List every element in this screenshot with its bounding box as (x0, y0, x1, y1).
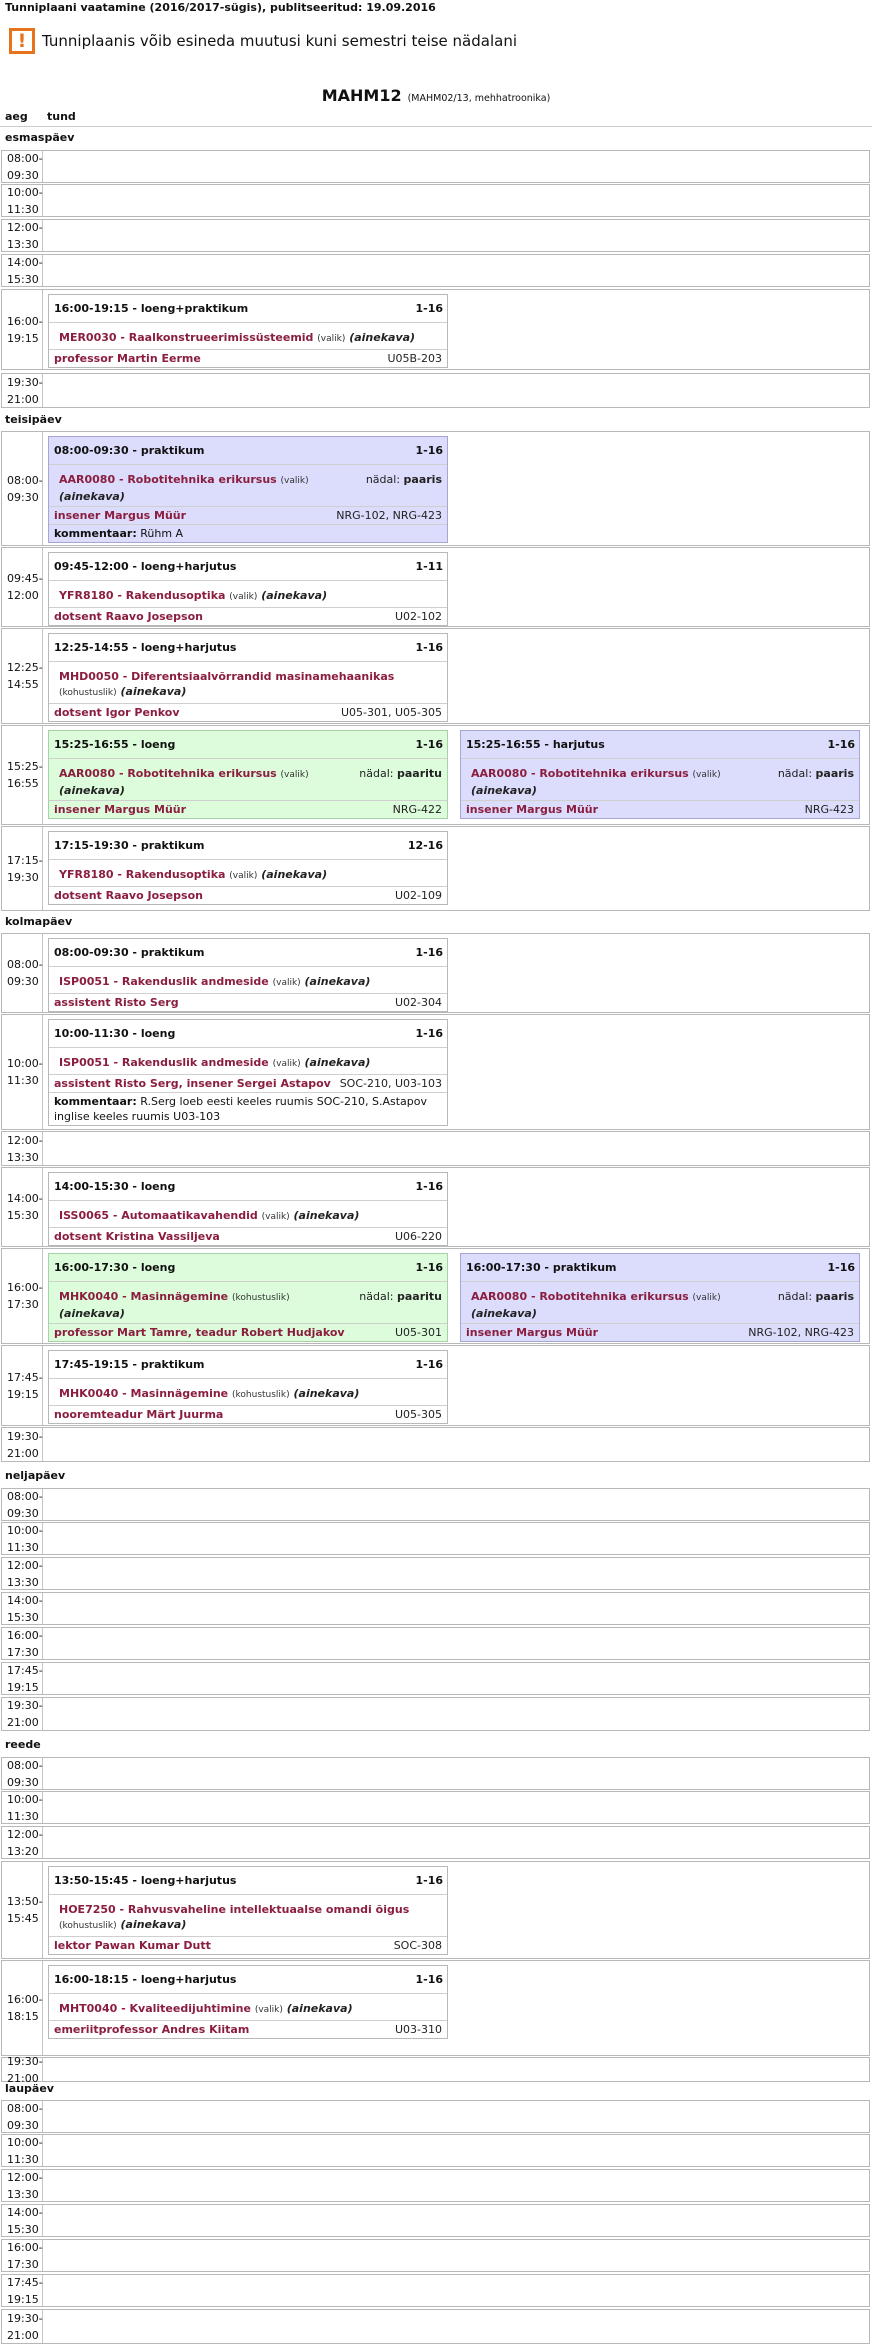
class-weeks: 1-16 (415, 1973, 443, 1986)
time-slot (1, 1557, 870, 1590)
course-link[interactable]: MER0030 - Raalkonstrueerimissüsteemid (59, 331, 314, 344)
room-number: U05-305 (394, 1408, 442, 1421)
slot-time: 14:00- 15:30 (2, 1593, 43, 1624)
class-weeks: 1-16 (415, 1180, 443, 1193)
comment-row (49, 524, 447, 542)
slot-time: 12:00- 13:30 (2, 1132, 43, 1165)
slot-time: 19:30- 21:00 (2, 1428, 43, 1461)
class-header (49, 634, 447, 662)
room-number: U02-304 (394, 996, 442, 1009)
time-slot (1, 1345, 870, 1426)
course-type: (valik) (229, 592, 258, 602)
slot-time: 08:00- 09:30 (2, 432, 43, 545)
week-type: paaris (403, 473, 442, 486)
class-time-type: 17:15-19:30 - praktikum (54, 839, 205, 852)
class-header (49, 1254, 447, 1282)
course-type: (kohustuslik) (232, 1293, 290, 1303)
course-info (59, 1055, 370, 1072)
room-number: U05-301, U05-305 (340, 706, 442, 719)
course-info (59, 974, 370, 991)
teacher-name[interactable]: insener Margus Müür (466, 803, 599, 816)
time-slot (1, 254, 870, 287)
class-weeks: 1-11 (415, 560, 443, 573)
class-card[interactable] (48, 1866, 448, 1955)
course-type: (valik) (280, 476, 309, 486)
course-link[interactable]: AAR0080 - Robotitehnika erikursus (471, 1290, 689, 1303)
course-type: (valik) (261, 1212, 290, 1222)
course-row (49, 1997, 447, 2020)
warning-text: Tunniplaanis võib esineda muutusi kuni semestri teise nädalani (42, 32, 517, 50)
class-card[interactable] (48, 1965, 448, 2039)
class-card[interactable] (460, 1253, 860, 1342)
slot-time: 10:00- 11:30 (2, 1792, 43, 1823)
slot-time: 10:00- 11:30 (2, 1523, 43, 1554)
week-label: nädal: (365, 473, 401, 486)
time-slot (1, 1167, 870, 1247)
teacher-row (49, 2020, 447, 2038)
slot-time: 16:00- 18:15 (2, 1961, 43, 2055)
time-slot (1, 289, 870, 370)
warning-banner (9, 28, 517, 54)
teacher-row (49, 1936, 447, 1954)
room-number: U05B-203 (387, 352, 442, 365)
day-label: neljapäev (5, 1469, 66, 1482)
course-type: (kohustuslik) (59, 688, 117, 698)
time-slot (1, 1522, 870, 1555)
room-number: SOC-210, U03-103 (339, 1077, 442, 1090)
day-label: reede (5, 1738, 41, 1751)
course-row (49, 1382, 447, 1405)
time-slot (1, 1131, 870, 1166)
room-number: NRG-423 (804, 803, 854, 816)
course-link[interactable]: MHD0050 - Diferentsiaalvõrrandid masinamehaanikas (59, 670, 395, 683)
course-link[interactable]: YFR8180 - Rakendusoptika (59, 868, 226, 881)
room-number: U06-220 (394, 1230, 442, 1243)
course-type: (kohustuslik) (59, 1921, 117, 1931)
week-type: paaris (815, 1290, 854, 1303)
class-header (49, 832, 447, 860)
time-slot (1, 628, 870, 724)
slot-time: 09:45- 12:00 (2, 548, 43, 626)
course-info (59, 2001, 353, 2018)
time-slot (1, 547, 870, 627)
class-weeks: 1-16 (827, 1261, 855, 1274)
class-time-type: 16:00-17:30 - loeng (54, 1261, 176, 1274)
class-header (461, 731, 859, 759)
class-card[interactable] (48, 938, 448, 1012)
course-info (471, 1289, 778, 1321)
class-header (49, 295, 447, 323)
course-type: (valik) (254, 2005, 283, 2015)
teacher-row (49, 800, 447, 818)
course-link[interactable]: ISP0051 - Rakenduslik andmeside (59, 975, 269, 988)
course-link[interactable]: ISP0051 - Rakenduslik andmeside (59, 1056, 269, 1069)
week-label: nädal: (359, 1290, 394, 1303)
time-slot (1, 1427, 870, 1462)
day-label: teisipäev (5, 413, 62, 426)
class-card[interactable] (48, 633, 448, 722)
ainekava-link[interactable]: (ainekava) (349, 331, 416, 344)
time-slot (1, 1592, 870, 1625)
ainekava-link[interactable]: (ainekava) (261, 868, 328, 881)
course-type: (valik) (272, 978, 301, 988)
class-header (49, 1020, 447, 1048)
course-type: (valik) (317, 334, 346, 344)
time-slot (1, 150, 870, 183)
class-time-type: 14:00-15:30 - loeng (54, 1180, 176, 1193)
class-time-type: 13:50-15:45 - loeng+harjutus (54, 1874, 237, 1887)
teacher-name[interactable]: dotsent Igor Penkov (54, 706, 180, 719)
day-label: laupäev (5, 2082, 54, 2095)
ainekava-link[interactable]: (ainekava) (59, 1307, 125, 1320)
class-header (49, 1867, 447, 1895)
slot-time: 19:30- 21:00 (2, 374, 43, 407)
week-parity (778, 766, 854, 798)
week-parity (359, 766, 442, 798)
slot-time: 17:45- 19:15 (2, 1346, 43, 1425)
slot-time: 17:45- 19:15 (2, 2275, 43, 2306)
course-type: (kohustuslik) (232, 1390, 290, 1400)
slot-time: 08:00- 09:30 (2, 151, 43, 182)
slot-time: 08:00- 09:30 (2, 934, 43, 1012)
time-slot (1, 2100, 870, 2133)
time-slot (1, 184, 870, 217)
ainekava-link[interactable]: (ainekava) (286, 2002, 353, 2015)
class-time-type: 10:00-11:30 - loeng (54, 1027, 176, 1040)
time-slot (1, 1960, 870, 2056)
ainekava-link[interactable]: (ainekava) (471, 784, 537, 797)
time-slot (1, 1014, 870, 1130)
class-time-type: 15:25-16:55 - loeng (54, 738, 176, 751)
slot-time: 10:00- 11:30 (2, 185, 43, 216)
slot-time: 19:30- 21:00 (2, 1698, 43, 1730)
teacher-name[interactable]: lektor Pawan Kumar Dutt (54, 1939, 211, 1952)
class-weeks: 1-16 (415, 641, 443, 654)
class-weeks: 1-16 (415, 1358, 443, 1371)
class-time-type: 16:00-17:30 - praktikum (466, 1261, 617, 1274)
time-slot (1, 1488, 870, 1521)
teacher-row (49, 1074, 447, 1092)
group-title (0, 86, 872, 105)
class-header (49, 553, 447, 581)
slot-time: 08:00- 09:30 (2, 2101, 43, 2132)
class-header (49, 731, 447, 759)
course-link[interactable]: MHK0040 - Masinnägemine (59, 1387, 229, 1400)
slot-time: 16:00- 17:30 (2, 2240, 43, 2271)
class-weeks: 1-16 (415, 1261, 443, 1274)
teacher-row (461, 800, 859, 818)
course-info (59, 766, 359, 798)
class-card[interactable] (48, 1350, 448, 1424)
class-card[interactable] (48, 552, 448, 626)
course-row (49, 468, 447, 506)
class-weeks: 1-16 (415, 444, 443, 457)
teacher-row (461, 1323, 859, 1341)
ainekava-link[interactable]: (ainekava) (304, 1056, 371, 1069)
teacher-row (49, 349, 447, 367)
class-header (49, 939, 447, 967)
ainekava-link[interactable]: (ainekava) (261, 589, 328, 602)
time-slot (1, 2309, 870, 2344)
week-label: nädal: (777, 1290, 813, 1303)
class-time-type: 08:00-09:30 - praktikum (54, 444, 205, 457)
class-time-type: 16:00-18:15 - loeng+harjutus (54, 1973, 237, 1986)
course-link[interactable]: AAR0080 - Robotitehnika erikursus (59, 473, 277, 486)
course-type: (valik) (692, 770, 721, 780)
teacher-row (49, 886, 447, 904)
slot-time: 16:00- 17:30 (2, 1249, 43, 1343)
class-card[interactable] (460, 730, 860, 819)
room-number: U05-301 (394, 1326, 442, 1339)
class-card[interactable] (48, 1253, 448, 1342)
course-info (59, 1289, 359, 1321)
course-row (49, 1051, 447, 1074)
slot-time: 14:00- 15:30 (2, 1168, 43, 1246)
time-slot (1, 373, 870, 408)
class-time-type: 16:00-19:15 - loeng+praktikum (54, 302, 249, 315)
class-weeks: 1-16 (415, 738, 443, 751)
time-slot (1, 431, 870, 546)
time-slot (1, 2169, 870, 2202)
slot-time: 12:00- 13:20 (2, 1827, 43, 1858)
class-time-type: 09:45-12:00 - loeng+harjutus (54, 560, 237, 573)
day-label: esmaspäev (5, 131, 75, 144)
comment-label: kommentaar: (54, 1095, 137, 1108)
class-time-type: 12:25-14:55 - loeng+harjutus (54, 641, 237, 654)
teacher-row (49, 703, 447, 721)
class-weeks: 1-16 (415, 1027, 443, 1040)
teacher-row (49, 1405, 447, 1423)
course-row (49, 1898, 447, 1936)
time-slot (1, 1826, 870, 1859)
class-header (49, 1966, 447, 1994)
course-info (471, 766, 778, 798)
time-slot (1, 2239, 870, 2272)
slot-time: 17:15- 19:30 (2, 827, 43, 910)
slot-time: 12:25- 14:55 (2, 629, 43, 723)
course-link[interactable]: AAR0080 - Robotitehnika erikursus (471, 767, 689, 780)
class-weeks: 1-16 (415, 946, 443, 959)
teacher-name[interactable]: dotsent Raavo Josepson (54, 889, 203, 902)
time-slot (1, 1791, 870, 1824)
slot-time: 15:25- 16:55 (2, 726, 43, 824)
course-info (59, 669, 442, 701)
week-label: nädal: (359, 767, 394, 780)
course-type: (valik) (229, 871, 258, 881)
class-card[interactable] (48, 436, 448, 543)
time-slot (1, 1757, 870, 1790)
teacher-name[interactable]: dotsent Kristina Vassiljeva (54, 1230, 220, 1243)
slot-time: 08:00- 09:30 (2, 1489, 43, 1520)
course-info (59, 330, 415, 347)
teacher-row (49, 993, 447, 1011)
time-slot (1, 2134, 870, 2167)
slot-time: 12:00- 13:30 (2, 220, 43, 251)
class-card[interactable] (48, 294, 448, 368)
ainekava-link[interactable]: (ainekava) (471, 1307, 537, 1320)
week-type: paaritu (396, 1290, 442, 1303)
room-number: U03-310 (394, 2023, 442, 2036)
slot-time: 10:00- 11:30 (2, 1015, 43, 1129)
week-type: paaris (815, 767, 854, 780)
teacher-name[interactable]: professor Mart Tamre, teadur Robert Hudjakov (54, 1326, 345, 1339)
ainekava-link[interactable]: (ainekava) (120, 1918, 187, 1931)
course-link[interactable]: ISS0065 - Automaatikavahendid (59, 1209, 258, 1222)
time-slot (1, 1662, 870, 1695)
group-subtitle: (MAHM02/13, mehhatroonika) (407, 93, 551, 104)
header-divider (0, 126, 872, 127)
room-number: NRG-102, NRG-423 (336, 509, 442, 522)
class-time-type: 17:45-19:15 - praktikum (54, 1358, 205, 1371)
teacher-name[interactable]: insener Margus Müür (54, 803, 187, 816)
time-slot (1, 1861, 870, 1959)
comment-row (49, 1092, 447, 1125)
slot-time: 19:30- 21:00 (2, 2310, 43, 2343)
teacher-row (49, 506, 447, 524)
comment-text: R.Serg loeb eesti keeles ruumis SOC-210, S.Astapov inglise keeles ruumis U03-103 (54, 1095, 428, 1123)
comment-text: Rühm A (140, 527, 184, 540)
slot-time: 13:50- 15:45 (2, 1862, 43, 1958)
teacher-name[interactable]: dotsent Raavo Josepson (54, 610, 203, 623)
course-row (49, 863, 447, 886)
ainekava-link[interactable]: (ainekava) (59, 490, 125, 503)
slot-time: 16:00- 19:15 (2, 290, 43, 369)
course-link[interactable]: MHT0040 - Kvaliteedijuhtimine (59, 2002, 251, 2015)
class-weeks: 1-16 (415, 1874, 443, 1887)
group-code: MAHM12 (321, 86, 402, 105)
week-label: nädal: (777, 767, 813, 780)
course-row (49, 1285, 447, 1323)
exclamation-icon: ! (9, 28, 35, 54)
class-header (49, 1351, 447, 1379)
course-info (59, 588, 327, 605)
class-card[interactable] (48, 730, 448, 819)
teacher-name[interactable]: professor Martin Eerme (54, 352, 201, 365)
time-slot (1, 1248, 870, 1344)
class-time-type: 15:25-16:55 - harjutus (466, 738, 605, 751)
course-link[interactable]: HOE7250 - Rahvusvaheline intellektuaalse omandi õigus (59, 1903, 410, 1916)
week-parity (359, 1289, 442, 1321)
time-slot (1, 1627, 870, 1660)
course-info (59, 867, 327, 884)
room-number: NRG-422 (392, 803, 442, 816)
teacher-name[interactable]: assistent Risto Serg (54, 996, 179, 1009)
comment-label: kommentaar: (54, 527, 137, 540)
class-weeks: 1-16 (415, 302, 443, 315)
teacher-row (49, 607, 447, 625)
course-info (59, 1386, 359, 1403)
time-slot (1, 219, 870, 252)
course-info (59, 472, 366, 504)
room-number: U02-109 (394, 889, 442, 902)
course-row (49, 970, 447, 993)
class-card[interactable] (48, 1019, 448, 1126)
course-row (49, 584, 447, 607)
course-info (59, 1208, 359, 1225)
ainekava-link[interactable]: (ainekava) (293, 1209, 360, 1222)
time-slot (1, 725, 870, 825)
course-info (59, 1902, 442, 1934)
teacher-name[interactable]: nooremteadur Märt Juurma (54, 1408, 224, 1421)
course-row (49, 326, 447, 349)
slot-time: 12:00- 13:30 (2, 1558, 43, 1589)
time-slot (1, 2204, 870, 2237)
teacher-name[interactable]: assistent Risto Serg, insener Sergei Astapov (54, 1077, 331, 1090)
course-link[interactable]: YFR8180 - Rakendusoptika (59, 589, 226, 602)
class-card[interactable] (48, 831, 448, 905)
time-slot (1, 2054, 870, 2085)
teacher-row (49, 1227, 447, 1245)
ainekava-link[interactable]: (ainekava) (304, 975, 371, 988)
course-row (49, 665, 447, 703)
day-label: kolmapäev (5, 915, 73, 928)
column-header-class: tund (47, 110, 76, 123)
week-parity (366, 472, 442, 504)
course-type: (valik) (692, 1293, 721, 1303)
time-slot (1, 2274, 870, 2307)
room-number: U02-102 (394, 610, 442, 623)
slot-time: 12:00- 13:30 (2, 2170, 43, 2201)
ainekava-link[interactable]: (ainekava) (59, 784, 125, 797)
slot-time: 08:00- 09:30 (2, 1758, 43, 1789)
ainekava-link[interactable]: (ainekava) (120, 685, 187, 698)
course-row (461, 1285, 859, 1323)
slot-time: 14:00- 15:30 (2, 255, 43, 286)
time-slot (1, 826, 870, 911)
course-row (49, 762, 447, 800)
course-type: (valik) (280, 770, 309, 780)
slot-time: 17:45- 19:15 (2, 1663, 43, 1694)
class-header (49, 437, 447, 465)
week-parity (778, 1289, 854, 1321)
course-row (49, 1204, 447, 1227)
room-number: SOC-308 (393, 1939, 442, 1952)
class-weeks: 1-16 (827, 738, 855, 751)
class-weeks: 12-16 (407, 839, 443, 852)
teacher-name[interactable]: insener Margus Müür (466, 1326, 599, 1339)
slot-time: 19:30- 21:00 (2, 2058, 43, 2081)
week-type: paaritu (396, 767, 442, 780)
class-card[interactable] (48, 1172, 448, 1246)
column-header-time: aeg (5, 110, 28, 123)
class-time-type: 08:00-09:30 - praktikum (54, 946, 205, 959)
room-number: NRG-102, NRG-423 (748, 1326, 854, 1339)
teacher-name[interactable]: insener Margus Müür (54, 509, 187, 522)
class-header (49, 1173, 447, 1201)
teacher-name[interactable]: emeriitprofessor Andres Kiitam (54, 2023, 250, 2036)
course-type: (valik) (272, 1059, 301, 1069)
ainekava-link[interactable]: (ainekava) (293, 1387, 360, 1400)
class-header (461, 1254, 859, 1282)
teacher-row (49, 1323, 447, 1341)
course-link[interactable]: AAR0080 - Robotitehnika erikursus (59, 767, 277, 780)
page-header: Tunniplaani vaatamine (2016/2017-sügis), publitseeritud: 19.09.2016 (5, 1, 436, 14)
time-slot (1, 1697, 870, 1731)
slot-time: 16:00- 17:30 (2, 1628, 43, 1659)
course-row (461, 762, 859, 800)
time-slot (1, 933, 870, 1013)
course-link[interactable]: MHK0040 - Masinnägemine (59, 1290, 229, 1303)
slot-time: 10:00- 11:30 (2, 2135, 43, 2166)
slot-time: 14:00- 15:30 (2, 2205, 43, 2236)
